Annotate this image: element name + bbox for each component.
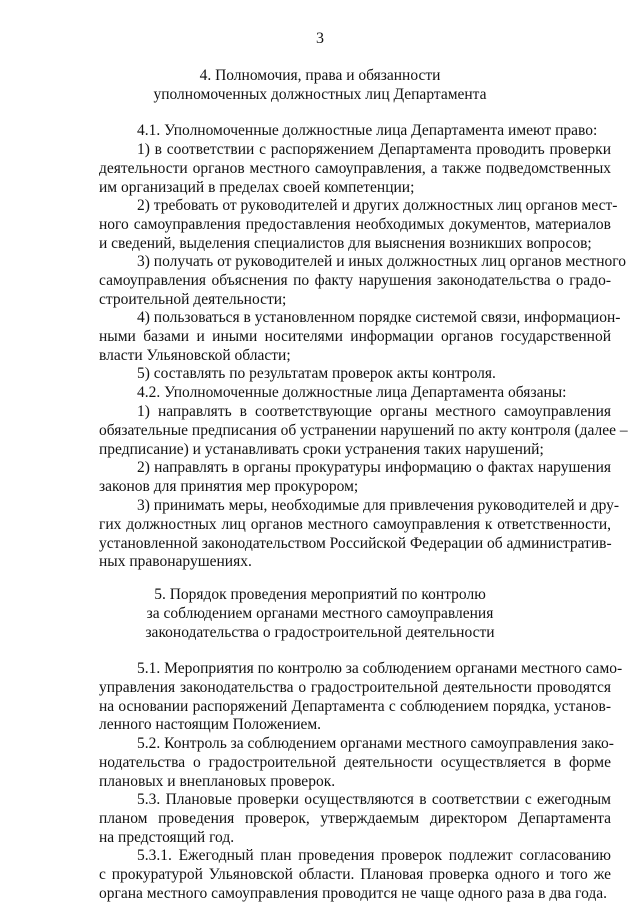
text-line: 4.1. Уполномоченные должностные лица Департамента имеют право: [137,122,598,139]
text-line: самоуправления объяснения по факту нарушения законодательства о градо- [99,271,611,289]
text-line: ленного настоящим Положением. [99,716,322,734]
text-line: плановых и внеплановых проверок. [99,772,336,790]
paragraph-5-3-1 [99,847,611,903]
text-line: 1) направлять в соответствующие органы местного самоуправления [137,403,611,420]
text-line: 3) принимать меры, необходимые для привлечения руководителей и дру- [137,497,620,514]
text-line: планом проведения проверок, утверждаемым директором Департамента [99,809,611,827]
text-line: нодательства о градостроительной деятельности осуществляется в форме [99,753,611,771]
text-line: 4.2. Уполномоченные должностные лица Департамента обязаны: [137,384,567,401]
heading-line: 5. Порядок проведения мероприятий по контролю [154,586,486,603]
page-number: 3 [316,30,324,47]
heading-line: 4. Полномочия, права и обязанности [199,67,441,84]
text-line: деятельности органов местного самоуправления, а также подведомственных [99,159,611,177]
text-line: 4) пользоваться в установленном порядке системой связи, информацион- [137,309,621,326]
paragraph-4-1-item-2 [99,197,618,253]
text-line: с прокуратурой Ульяновской области. Плановая проверка одного и того же [99,865,611,883]
paragraph-5-1 [99,660,623,735]
text-line: установленной законодательством Российской Федерации об административ- [99,534,612,552]
text-line: 2) требовать от руководителей и других должностных лиц органов мест- [137,197,618,214]
section-4-heading [0,66,640,104]
paragraph-5-3 [99,791,611,847]
paragraph-4-1-item-1 [99,141,611,197]
text-line: власти Ульяновской области; [99,346,291,364]
text-line: и сведений, выделения специалистов для выяснения возникших вопросов; [99,234,592,252]
paragraph-4-2-item-2 [99,459,611,497]
paragraph-4-1-item-4 [99,309,621,365]
text-line: 5.3.1. Ежегодный план проведения проверок подлежит согласованию [137,847,611,864]
paragraph-4-1-item-3 [99,253,626,309]
heading-line: за соблюдением органами местного самоуправления [146,605,494,622]
heading-line: законодательства о градостроительной деятельности [145,624,495,641]
text-line: гих должностных лиц органов местного самоуправления к ответственности, [99,515,611,533]
paragraph-4-1 [99,122,611,141]
text-line: строительной деятельности; [99,290,287,308]
text-line: на предстоящий год. [99,828,235,846]
text-line: 5.3. Плановые проверки осуществляются в соответствии с ежегодным [137,791,611,808]
paragraph-5-2 [99,735,614,791]
text-line: предписание) и устанавливать сроки устранения таких нарушений; [99,440,544,458]
paragraph-4-2-item-1 [99,403,628,459]
text-line: 2) направлять в органы прокуратуры информацию о фактах нарушения [137,459,611,476]
text-line: законов для принятия мер прокурором; [99,477,359,495]
heading-line: уполномоченных должностных лиц Департамента [153,86,487,103]
text-line: обязательные предписания об устранении нарушений по акту контроля (далее – [99,421,628,439]
text-line: ными базами и иными носителями информации органов государственной [99,327,611,345]
text-line: 5) составлять по результатам проверок акты контроля. [137,365,496,382]
text-line: 5.2. Контроль за соблюдением органами местного самоуправления зако- [137,735,614,752]
text-line: управления законодательства о градостроительной деятельности проводятся [99,678,611,696]
text-line: им организаций в пределах своей компетенции; [99,178,415,196]
paragraph-4-1-item-5 [99,365,611,384]
section-5-heading [0,585,640,642]
text-line: 1) в соответствии с распоряжением Департамента проводить проверки [137,141,611,158]
paragraph-4-2-item-3 [99,497,620,572]
text-line: ных правонарушениях. [99,553,252,571]
text-line: ного самоуправления предоставления необходимых документов, материалов [99,215,611,233]
text-line: 3) получать от руководителей и иных должностных лиц органов местного [137,253,626,270]
text-line: на основании распоряжений Департамента с соблюдением порядка, установ- [99,697,611,715]
paragraph-4-2 [99,384,611,403]
text-line: 5.1. Мероприятия по контролю за соблюдением органами местного само- [137,660,623,677]
text-line: органа местного самоуправления проводится не чаще одного раза в два года. [99,884,608,902]
